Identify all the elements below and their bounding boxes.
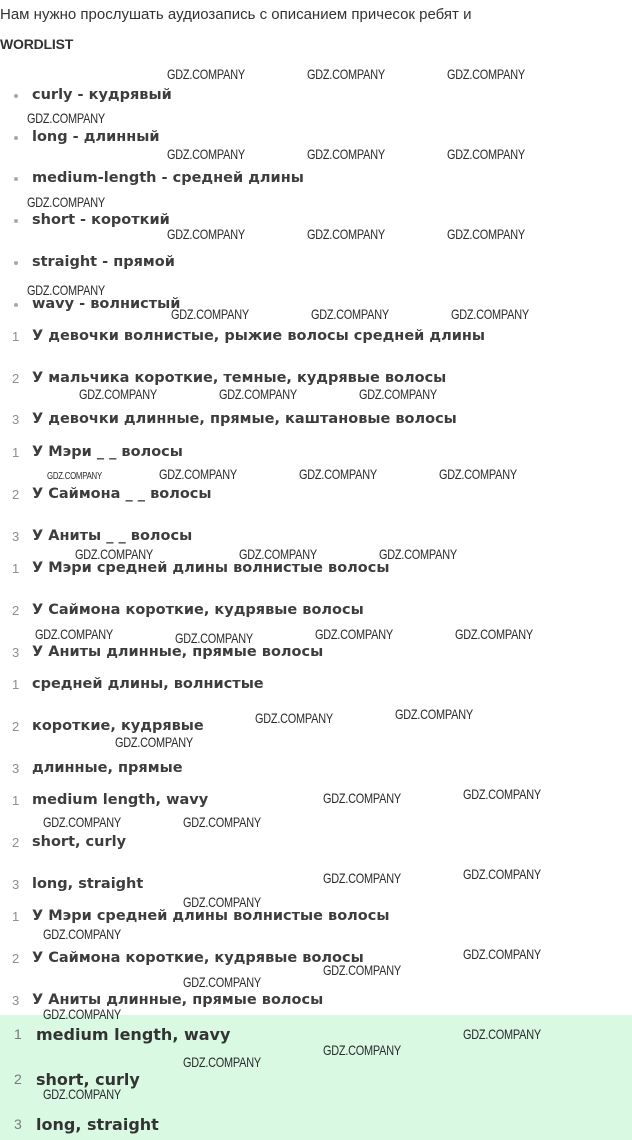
list-item xyxy=(12,674,264,694)
watermark: GDZ.COMPANY xyxy=(115,734,193,750)
bullet-icon xyxy=(14,261,18,265)
list-item xyxy=(12,368,446,388)
watermark: GDZ.COMPANY xyxy=(183,1054,261,1070)
list-item xyxy=(12,990,323,1010)
watermark: GDZ.COMPANY xyxy=(455,626,533,642)
watermark: GDZ.COMPANY xyxy=(43,1006,121,1022)
item-number: 1 xyxy=(12,444,20,460)
list-item xyxy=(12,442,183,462)
bullet-icon xyxy=(14,219,18,223)
watermark: GDZ.COMPANY xyxy=(323,870,401,886)
item-text: У Аниты _ _ волосы xyxy=(32,528,193,544)
wordlist-item xyxy=(14,294,180,314)
item-text: У Мэри _ _ волосы xyxy=(32,444,183,460)
watermark: GDZ.COMPANY xyxy=(307,226,385,242)
watermark: GDZ.COMPANY xyxy=(239,546,317,562)
item-number: 3 xyxy=(12,992,20,1008)
watermark: GDZ.COMPANY xyxy=(463,866,541,882)
item-number: 1 xyxy=(14,1026,22,1042)
item-text: длинные, прямые xyxy=(32,760,183,776)
list-item xyxy=(12,906,389,926)
item-text: У девочки длинные, прямые, каштановые волосы xyxy=(32,411,457,427)
watermark: GDZ.COMPANY xyxy=(463,1026,541,1042)
item-number: 2 xyxy=(12,950,20,966)
watermark: GDZ.COMPANY xyxy=(307,66,385,82)
wordlist-item-text: wavy - волнистый xyxy=(32,296,181,312)
watermark: GDZ.COMPANY xyxy=(463,946,541,962)
item-number: 2 xyxy=(12,834,20,850)
item-text: короткие, кудрявые xyxy=(32,718,204,734)
item-number: 2 xyxy=(12,370,20,386)
intro-text: Нам нужно прослушать аудиозапись с описанием причесок ребят и xyxy=(0,6,472,23)
wordlist-item xyxy=(14,252,175,272)
answer-item xyxy=(14,1023,230,1045)
item-number: 1 xyxy=(12,676,20,692)
bullet-icon xyxy=(14,303,18,307)
wordlist-item-text: medium-length - средней длины xyxy=(32,170,304,186)
answer-item xyxy=(14,1113,159,1135)
list-item xyxy=(12,874,143,894)
item-number: 2 xyxy=(12,718,20,734)
list-item xyxy=(12,484,212,504)
watermark: GDZ.COMPANY xyxy=(27,282,105,298)
list-item xyxy=(12,758,183,778)
watermark: GDZ.COMPANY xyxy=(451,306,529,322)
wordlist-item-text: short - короткий xyxy=(32,212,170,228)
item-text: short, curly xyxy=(32,834,127,850)
item-number: 3 xyxy=(12,644,20,660)
wordlist-item xyxy=(14,210,170,230)
item-number: 3 xyxy=(12,528,20,544)
wordlist-item-text: curly - кудрявый xyxy=(32,87,172,103)
item-text: У Аниты длинные, прямые волосы xyxy=(32,992,324,1008)
list-item xyxy=(12,409,457,429)
list-item xyxy=(12,526,192,546)
wordlist-item xyxy=(14,168,304,188)
item-number: 1 xyxy=(12,792,20,808)
watermark: GDZ.COMPANY xyxy=(323,790,401,806)
watermark: GDZ.COMPANY xyxy=(379,546,457,562)
bullet-icon xyxy=(14,177,18,181)
item-text: У Мэри средней длины волнистые волосы xyxy=(32,908,390,924)
watermark: GDZ.COMPANY xyxy=(439,466,517,482)
watermark: GDZ.COMPANY xyxy=(323,1042,401,1058)
list-item xyxy=(12,642,323,662)
item-text: У девочки волнистые, рыжие волосы средней длины xyxy=(32,328,485,344)
item-text: У Аниты длинные, прямые волосы xyxy=(32,644,324,660)
watermark: GDZ.COMPANY xyxy=(171,306,249,322)
item-text: short, curly xyxy=(36,1069,140,1089)
watermark: GDZ.COMPANY xyxy=(167,66,245,82)
watermark: GDZ.COMPANY xyxy=(175,630,253,646)
item-number: 2 xyxy=(12,486,20,502)
watermark: GDZ.COMPANY xyxy=(323,962,401,978)
list-item xyxy=(12,948,364,968)
item-number: 3 xyxy=(12,411,20,427)
watermark: GDZ.COMPANY xyxy=(43,814,121,830)
list-item xyxy=(12,558,389,578)
watermark: GDZ.COMPANY xyxy=(307,146,385,162)
watermark: GDZ.COMPANY xyxy=(159,466,237,482)
watermark: GDZ.COMPANY xyxy=(447,226,525,242)
item-text: У Саймона _ _ волосы xyxy=(32,486,212,502)
watermark: GDZ.COMPANY xyxy=(299,466,377,482)
list-item xyxy=(12,600,364,620)
item-text: medium length, wavy xyxy=(32,792,209,808)
item-number: 1 xyxy=(12,328,20,344)
item-text: medium length, wavy xyxy=(36,1024,231,1044)
watermark: GDZ.COMPANY xyxy=(47,471,102,482)
item-text: У мальчика короткие, темные, кудрявые волосы xyxy=(32,370,447,386)
watermark: GDZ.COMPANY xyxy=(183,894,261,910)
watermark: GDZ.COMPANY xyxy=(27,194,105,210)
watermark: GDZ.COMPANY xyxy=(311,306,389,322)
list-item xyxy=(12,832,126,852)
watermark: GDZ.COMPANY xyxy=(27,110,105,126)
wordlist-title: WORDLIST xyxy=(0,36,74,52)
item-number: 2 xyxy=(12,602,20,618)
wordlist-item xyxy=(14,127,160,147)
list-item xyxy=(12,326,485,346)
watermark: GDZ.COMPANY xyxy=(447,146,525,162)
wordlist-item xyxy=(14,85,172,105)
watermark: GDZ.COMPANY xyxy=(183,814,261,830)
item-number: 1 xyxy=(12,908,20,924)
bullet-icon xyxy=(14,136,18,140)
watermark: GDZ.COMPANY xyxy=(219,386,297,402)
watermark: GDZ.COMPANY xyxy=(35,626,113,642)
watermark: GDZ.COMPANY xyxy=(167,226,245,242)
watermark: GDZ.COMPANY xyxy=(79,386,157,402)
wordlist-item-text: straight - прямой xyxy=(32,254,175,270)
item-text: long, straight xyxy=(36,1114,159,1134)
item-number: 3 xyxy=(12,760,20,776)
list-item xyxy=(12,790,208,810)
item-text: long, straight xyxy=(32,876,144,892)
item-text: У Мэри средней длины волнистые волосы xyxy=(32,560,390,576)
answer-item xyxy=(14,1068,140,1090)
wordlist-item-text: long - длинный xyxy=(32,129,160,145)
item-text: У Саймона короткие, кудрявые волосы xyxy=(32,950,364,966)
watermark: GDZ.COMPANY xyxy=(315,626,393,642)
watermark: GDZ.COMPANY xyxy=(43,926,121,942)
list-item xyxy=(12,716,204,736)
watermark: GDZ.COMPANY xyxy=(463,786,541,802)
item-number: 3 xyxy=(12,876,20,892)
watermark: GDZ.COMPANY xyxy=(359,386,437,402)
watermark: GDZ.COMPANY xyxy=(183,974,261,990)
bullet-icon xyxy=(14,94,18,98)
watermark: GDZ.COMPANY xyxy=(255,710,333,726)
watermark: GDZ.COMPANY xyxy=(447,66,525,82)
watermark: GDZ.COMPANY xyxy=(75,546,153,562)
watermark: GDZ.COMPANY xyxy=(43,1086,121,1102)
watermark: GDZ.COMPANY xyxy=(167,146,245,162)
item-number: 2 xyxy=(14,1071,22,1087)
item-number: 1 xyxy=(12,560,20,576)
item-text: средней длины, волнистые xyxy=(32,676,264,692)
item-number: 3 xyxy=(14,1116,22,1132)
watermark: GDZ.COMPANY xyxy=(395,706,473,722)
item-text: У Саймона короткие, кудрявые волосы xyxy=(32,602,364,618)
